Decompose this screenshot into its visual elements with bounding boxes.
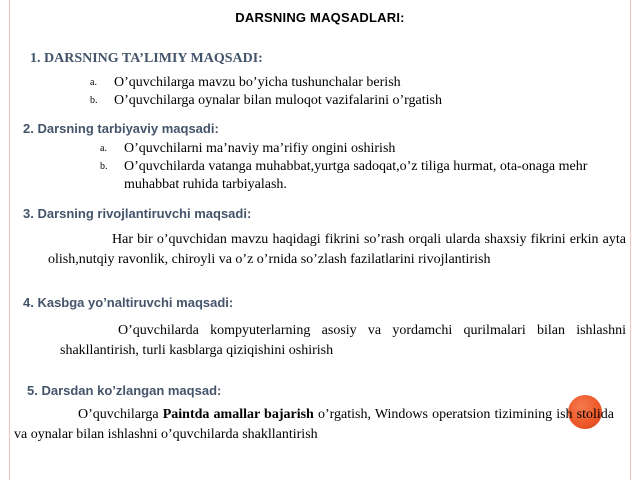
section-3-paragraph: Har bir o’quvchidan mavzu haqidagi fikrini so’rash orqali ularda shaxsiy fikrini erkin ayta olish,nutqiy ravonlik, chiroyli va o’z o’rnida so’zlash fazilatlarini rivojlantirish xyxy=(48,232,626,267)
list-marker: b. xyxy=(90,95,98,106)
section-5-bold-text: Paintda amallar bajarish xyxy=(162,407,314,422)
section-1-heading: 1. DARSNING TA’LIMIY MAQSADI: xyxy=(30,51,263,66)
right-border-line xyxy=(630,0,631,480)
section-5-heading: 5. Darsdan ko’zlangan maqsad: xyxy=(27,383,222,398)
section-5-text-after: o’rgatish, Windows operatsion tizimining ish stolida va oynalar bilan ishlashni o’quvchilarda shakllantirish xyxy=(14,407,614,442)
list-item-text: O’quvchilarga mavzu bo’yicha tushunchalar berish xyxy=(114,75,401,90)
list-item xyxy=(100,158,620,194)
section-2-heading: 2. Darsning tarbiyaviy maqsadi: xyxy=(23,121,219,136)
list-item-text: O’quvchilarda vatanga muhabbat,yurtga sadoqat,o’z tiliga hurmat, ota-onaga mehr muhabbat ruhida tarbiyalash. xyxy=(124,159,588,192)
section-5-text-before: O’quvchilarga xyxy=(78,407,163,422)
list-item-text: O’quvchilarni ma’naviy ma’rifiy ongini oshirish xyxy=(124,141,396,156)
page-title: DARSNING MAQSADLARI: xyxy=(235,10,405,25)
list-marker: b. xyxy=(100,161,108,172)
list-item xyxy=(90,74,610,92)
list-marker: a. xyxy=(100,143,107,154)
section-3-heading: 3. Darsning rivojlantiruvchi maqsadi: xyxy=(23,206,252,221)
section-2-list xyxy=(100,140,620,194)
list-item xyxy=(100,140,620,158)
section-4-heading: 4. Kasbga yo’naltiruvchi maqsadi: xyxy=(23,295,234,310)
left-border-line xyxy=(9,0,10,480)
section-1-list xyxy=(90,74,610,110)
list-item-text: O’quvchilarga oynalar bilan muloqot vazifalarini o’rgatish xyxy=(114,93,442,108)
section-4-paragraph: O’quvchilarda kompyuterlarning asosiy va yordamchi qurilmalari bilan ishlashni shakllantirish, turli kasblarga qiziqishini oshirish xyxy=(60,323,626,358)
list-item xyxy=(90,92,610,110)
section-5-paragraph xyxy=(14,405,614,445)
list-marker: a. xyxy=(90,77,97,88)
